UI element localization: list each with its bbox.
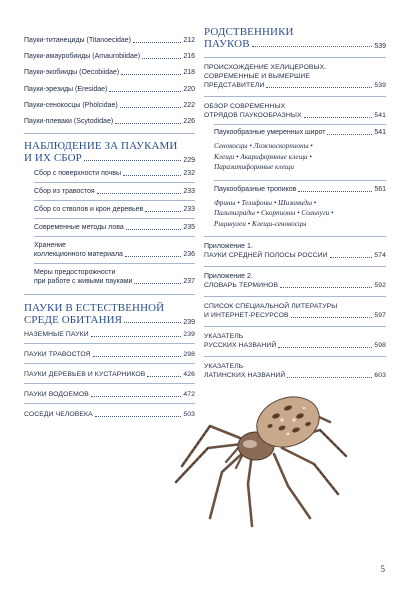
section-relatives (204, 26, 386, 50)
overview-subsections (204, 124, 386, 229)
section-heading[interactable]: ПАУКИ В ЕСТЕСТВЕННОЙ (24, 301, 165, 314)
toc-entry[interactable]: Сбор со стволов и крон деревьев 233 (34, 205, 195, 213)
toc-entry[interactable]: Хранение коллекционного материала 236 (34, 241, 195, 258)
toc-entry[interactable]: Пауки-титанециды (Titanoecidae) 212 (24, 37, 195, 44)
toc-entry-index-russian[interactable]: УКАЗАТЕЛЬ РУССКИХ НАЗВАНИЙ 598 (204, 333, 386, 349)
toc-right-column (204, 26, 386, 380)
toc-entry[interactable]: ПАУКИ ВОДОЕМОВ 472 (24, 390, 195, 398)
section-divider (24, 294, 195, 295)
toc-entry[interactable]: Пауки-эрезиды (Eresidae) 220 (24, 85, 195, 93)
page-number: 5 (380, 564, 385, 574)
toc-entry[interactable]: СОСЕДИ ЧЕЛОВЕКА 503 (24, 410, 195, 418)
toc-entry-index-latin[interactable]: УКАЗАТЕЛЬ ЛАТИНСКИХ НАЗВАНИЙ 603 (204, 363, 386, 379)
toc-entry-appendix1[interactable]: Приложение 1. ПАУКИ СРЕДНЕЙ ПОЛОСЫ РОССИИ 574 (204, 243, 386, 259)
toc-entry[interactable]: Меры предосторожности при работе с живыми пауками 237 (34, 268, 195, 285)
toc-entry[interactable]: Пауки-плеваки (Scytodidae) 226 (24, 117, 195, 125)
toc-entry[interactable]: Сбор из травостоя 233 (34, 187, 195, 195)
toc-entry-origin[interactable]: ПРОИСХОЖДЕНИЕ ХЕЛИЦЕРОВЫХ. СОВРЕМЕННЫЕ И ВЫМЕРШИЕ ПРЕДСТАВИТЕЛИ 539 (204, 64, 386, 89)
tropics-groups: Фрины • Телифоны • Шизомиды • Пальпиграды • Скорпионы • Сольпуги • Рицинулеи • Клещи-сенокосцы (214, 198, 334, 228)
toc-entry[interactable]: ПАУКИ ТРАВОСТОЯ 298 (24, 350, 195, 358)
temperate-groups: Сенокосцы • Ложноскорпионы • Клещи • Акариформные клещи • Паразитиформные клещи (214, 142, 313, 171)
section-heading-row[interactable]: СРЕДЕ ОБИТАНИЯ 239 (24, 313, 195, 326)
toc-entry[interactable]: Пауки-амауробииды (Amaurobiidae) 216 (24, 53, 195, 61)
section-observation (24, 140, 195, 286)
family-list (24, 36, 195, 126)
toc-entry-literature[interactable]: СПИСОК СПЕЦИАЛЬНОЙ ЛИТЕРАТУРЫ И ИНТЕРНЕТ-РЕСУРСОВ 597 (204, 303, 386, 319)
toc-entry-tropics[interactable]: Паукообразные тропиков 561 Фрины • Телифоны • Шизомиды • Пальпиграды • Скорпионы • Сольпуги • Рицинулеи • Клещи-сенокосцы (214, 185, 386, 228)
spider-illustration (170, 378, 370, 528)
toc-entry[interactable]: НАЗЕМНЫЕ ПАУКИ 239 (24, 330, 195, 338)
toc-entry[interactable]: Современные методы лова 235 (34, 223, 195, 231)
section-heading[interactable]: РОДСТВЕННИКИ (204, 26, 294, 38)
toc-entry[interactable]: Пауки-экобииды (Oecobiidae) 218 (24, 69, 195, 77)
toc-entry-overview[interactable]: ОБЗОР СОВРЕМЕННЫХ ОТРЯДОВ ПАУКООБРАЗНЫХ 541 (204, 103, 386, 119)
section-heading-row[interactable]: ПАУКОВ 539 (204, 38, 386, 50)
toc-entry[interactable]: ПАУКИ ДЕРЕВЬЕВ И КУСТАРНИКОВ 426 (24, 370, 195, 378)
toc-entry-temperate[interactable]: Паукообразные умеренных широт 541 Сенокосцы • Ложноскорпионы • Клещи • Акариформные клещи • Паразитиформные клещи (214, 129, 386, 171)
section-heading[interactable]: НАБЛЮДЕНИЕ ЗА ПАУКАМИ (24, 139, 178, 152)
section-divider (24, 133, 195, 134)
observation-entries (24, 169, 195, 286)
toc-entry[interactable]: Пауки-сенокосцы (Pholcidae) 222 (24, 101, 195, 109)
toc-entry-appendix2[interactable]: Приложение 2. СЛОВАРЬ ТЕРМИНОВ 592 (204, 273, 386, 289)
section-heading-row[interactable]: И ИХ СБОР 229 (24, 151, 195, 164)
toc-left-column (24, 36, 195, 419)
toc-entry[interactable]: Сбор с поверхности почвы 232 (34, 169, 195, 177)
